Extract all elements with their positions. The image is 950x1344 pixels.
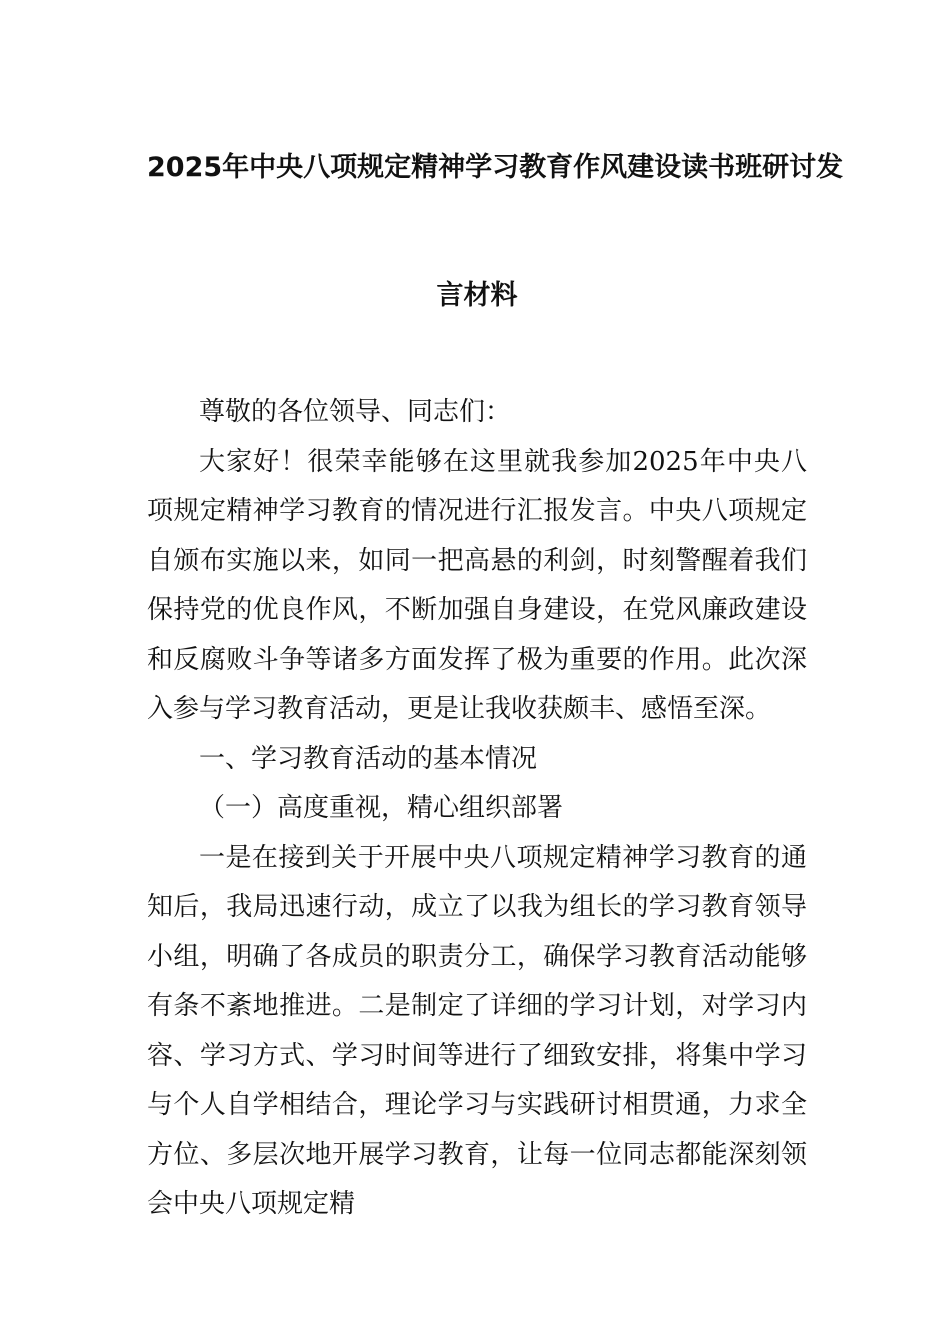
document-body [147, 388, 807, 1230]
salutation: 尊敬的各位领导、同志们： [199, 397, 512, 427]
title-line-1: 2025年中央八项规定精神学习教育作风建设读书班研讨发 [147, 152, 844, 183]
title-line-2: 言材料 [436, 280, 518, 311]
body-paragraph: 一是在接到关于开展中央八项规定精神学习教育的通知后，我局迅速行动，成立了以我为组长的学习教育领导小组，明确了各成员的职责分工，确保学习教育活动能够有条不紊地推进。二是制定了详细的学习计划，对学习内容、学习方式、学习时间等进行了细致安排，将集中学习与个人自学相结合，理论学习与实践研讨相贯通，力求全方位、多层次地开展学习教育，让每一位同志都能深刻领会中央八项规定精 [147, 842, 807, 1219]
section-heading: 一、学习教育活动的基本情况 [199, 743, 538, 774]
opening-paragraph: 大家好！很荣幸能够在这里就我参加2025年中央八项规定精神学习教育的情况进行汇报发言。中央八项规定自颁布实施以来，如同一把高悬的利剑，时刻警醒着我们保持党的优良作风，不断加强自身建设，在党风廉政建设和反腐败斗争等诸多方面发挥了极为重要的作用。此次深入参与学习教育活动，更是让我收获颇丰、感悟至深。 [147, 446, 807, 724]
subsection-heading: （一）高度重视，精心组织部署 [199, 793, 564, 823]
document-title [147, 150, 844, 314]
